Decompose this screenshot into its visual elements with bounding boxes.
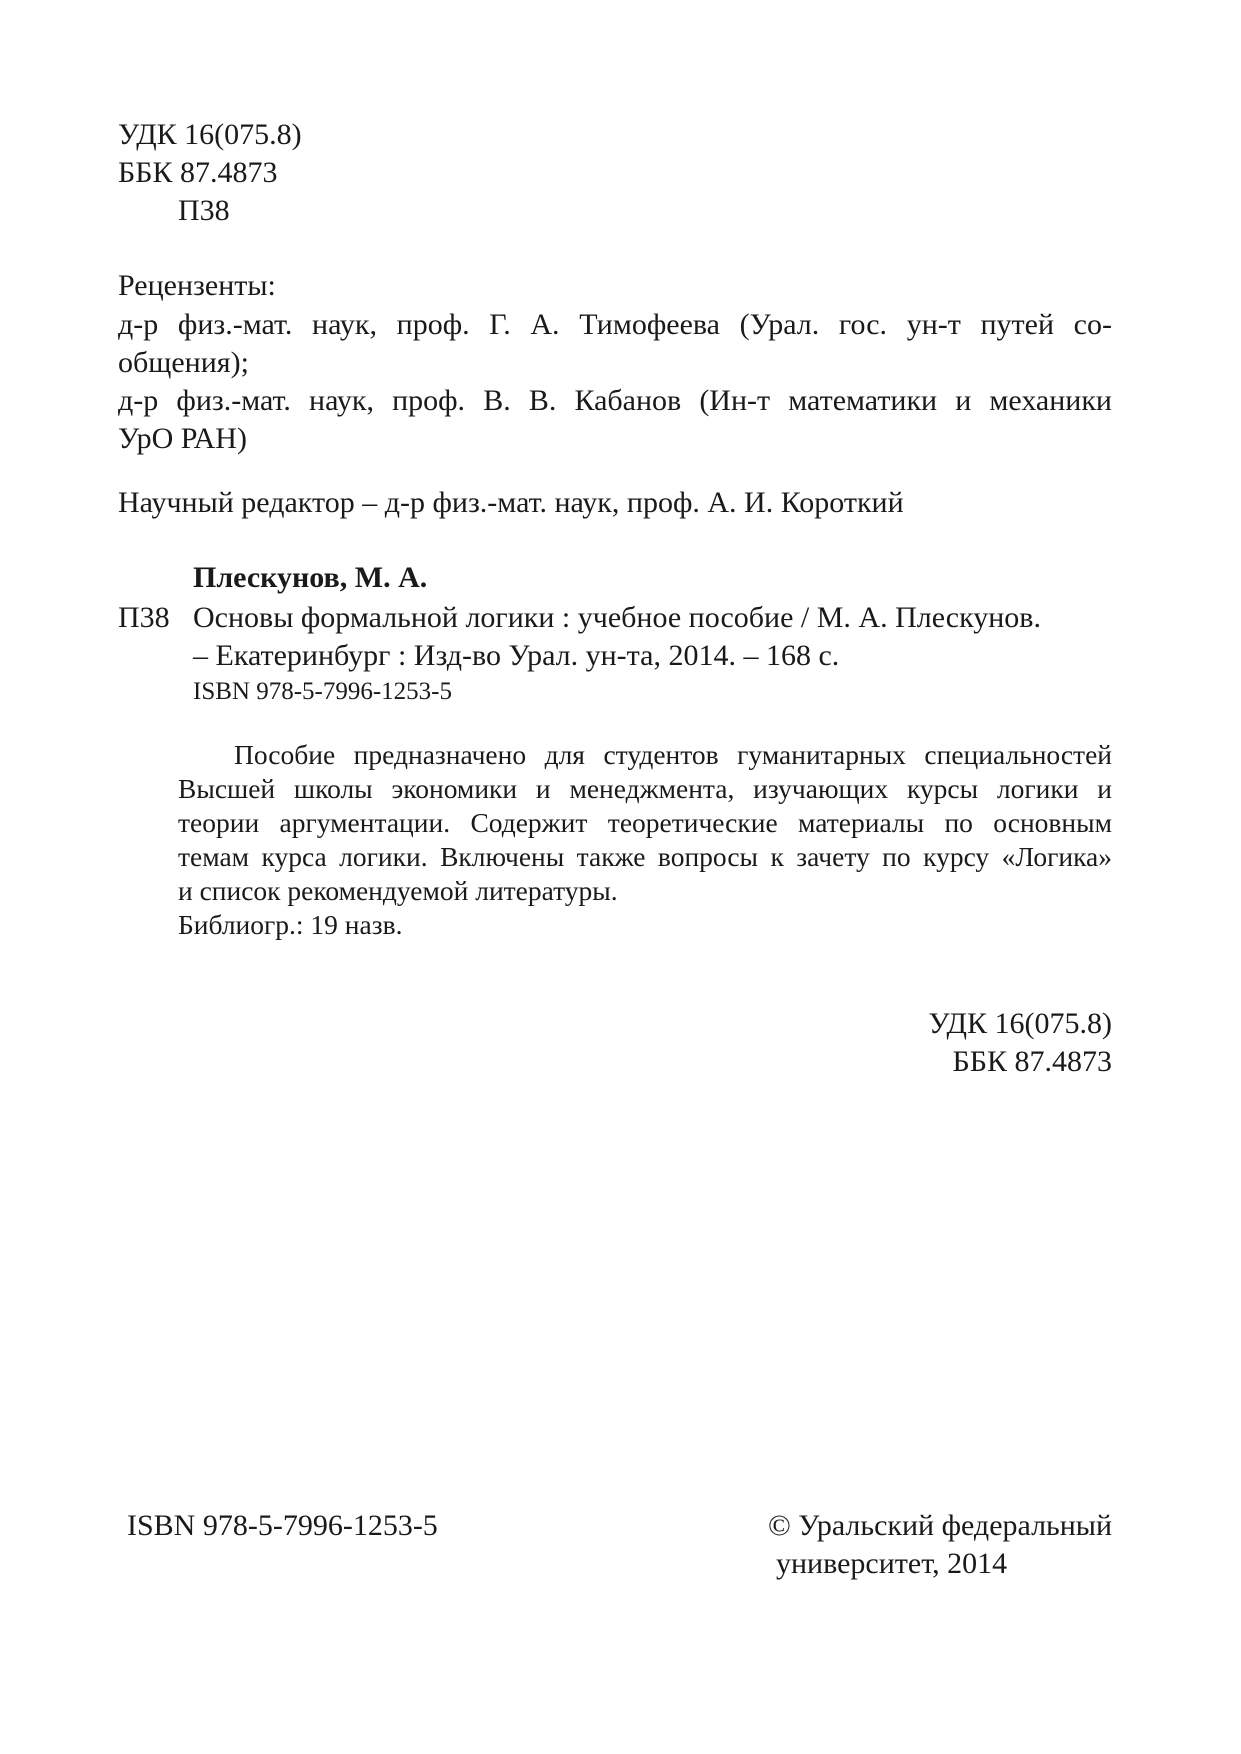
scientific-editor: Научный редактор – д-р физ.-мат. наук, проф. А. И. Короткий <box>118 486 904 519</box>
reviewers-heading: Рецензенты: <box>118 269 276 302</box>
right-udk-code: УДК 16(075.8) <box>928 1007 1112 1040</box>
abstract-line-1: Пособие предназначено для студентов гуманитарных специальностей <box>234 739 1112 770</box>
bib-code: П38 <box>118 601 170 634</box>
right-bbk-code: ББК 87.4873 <box>952 1045 1112 1078</box>
abstract-line-4: темам курса логики. Включены также вопросы к зачету по курсу «Логика» <box>178 841 1112 872</box>
author-mark-code: П38 <box>178 194 230 227</box>
abstract-line-5: и список рекомендуемой литературы. <box>178 875 618 906</box>
bib-publisher: – Екатеринбург : Изд-во Урал. ун-та, 2014. – 168 с. <box>193 639 840 672</box>
footer-isbn: ISBN 978-5-7996-1253-5 <box>127 1509 438 1542</box>
bib-author: Плескунов, М. А. <box>193 561 428 594</box>
reviewer-line-4: УрО РАН) <box>118 422 247 455</box>
bib-isbn: ISBN 978-5-7996-1253-5 <box>193 678 453 705</box>
udk-code: УДК 16(075.8) <box>118 118 302 151</box>
abstract-line-2: Высшей школы экономики и менеджмента, изучающих курсы логики и <box>178 773 1112 804</box>
reviewer-line-3: д-р физ.-мат. наук, проф. В. В. Кабанов (Ин-т математики и механики <box>118 384 1112 417</box>
reviewer-line-1: д-р физ.-мат. наук, проф. Г. А. Тимофеева (Урал. гос. ун-т путей со- <box>118 308 1112 341</box>
bbk-code: ББК 87.4873 <box>118 156 278 189</box>
abstract-biblio: Библиогр.: 19 назв. <box>178 909 403 940</box>
bib-title: Основы формальной логики : учебное пособие / М. А. Плескунов. <box>193 601 1041 634</box>
abstract-line-3: теории аргументации. Содержит теоретические материалы по основным <box>178 807 1112 838</box>
reviewer-line-2: общения); <box>118 346 249 379</box>
copyright-line-2: университет, 2014 <box>776 1547 1008 1580</box>
copyright-line-1: © Уральский федеральный <box>767 1509 1112 1542</box>
